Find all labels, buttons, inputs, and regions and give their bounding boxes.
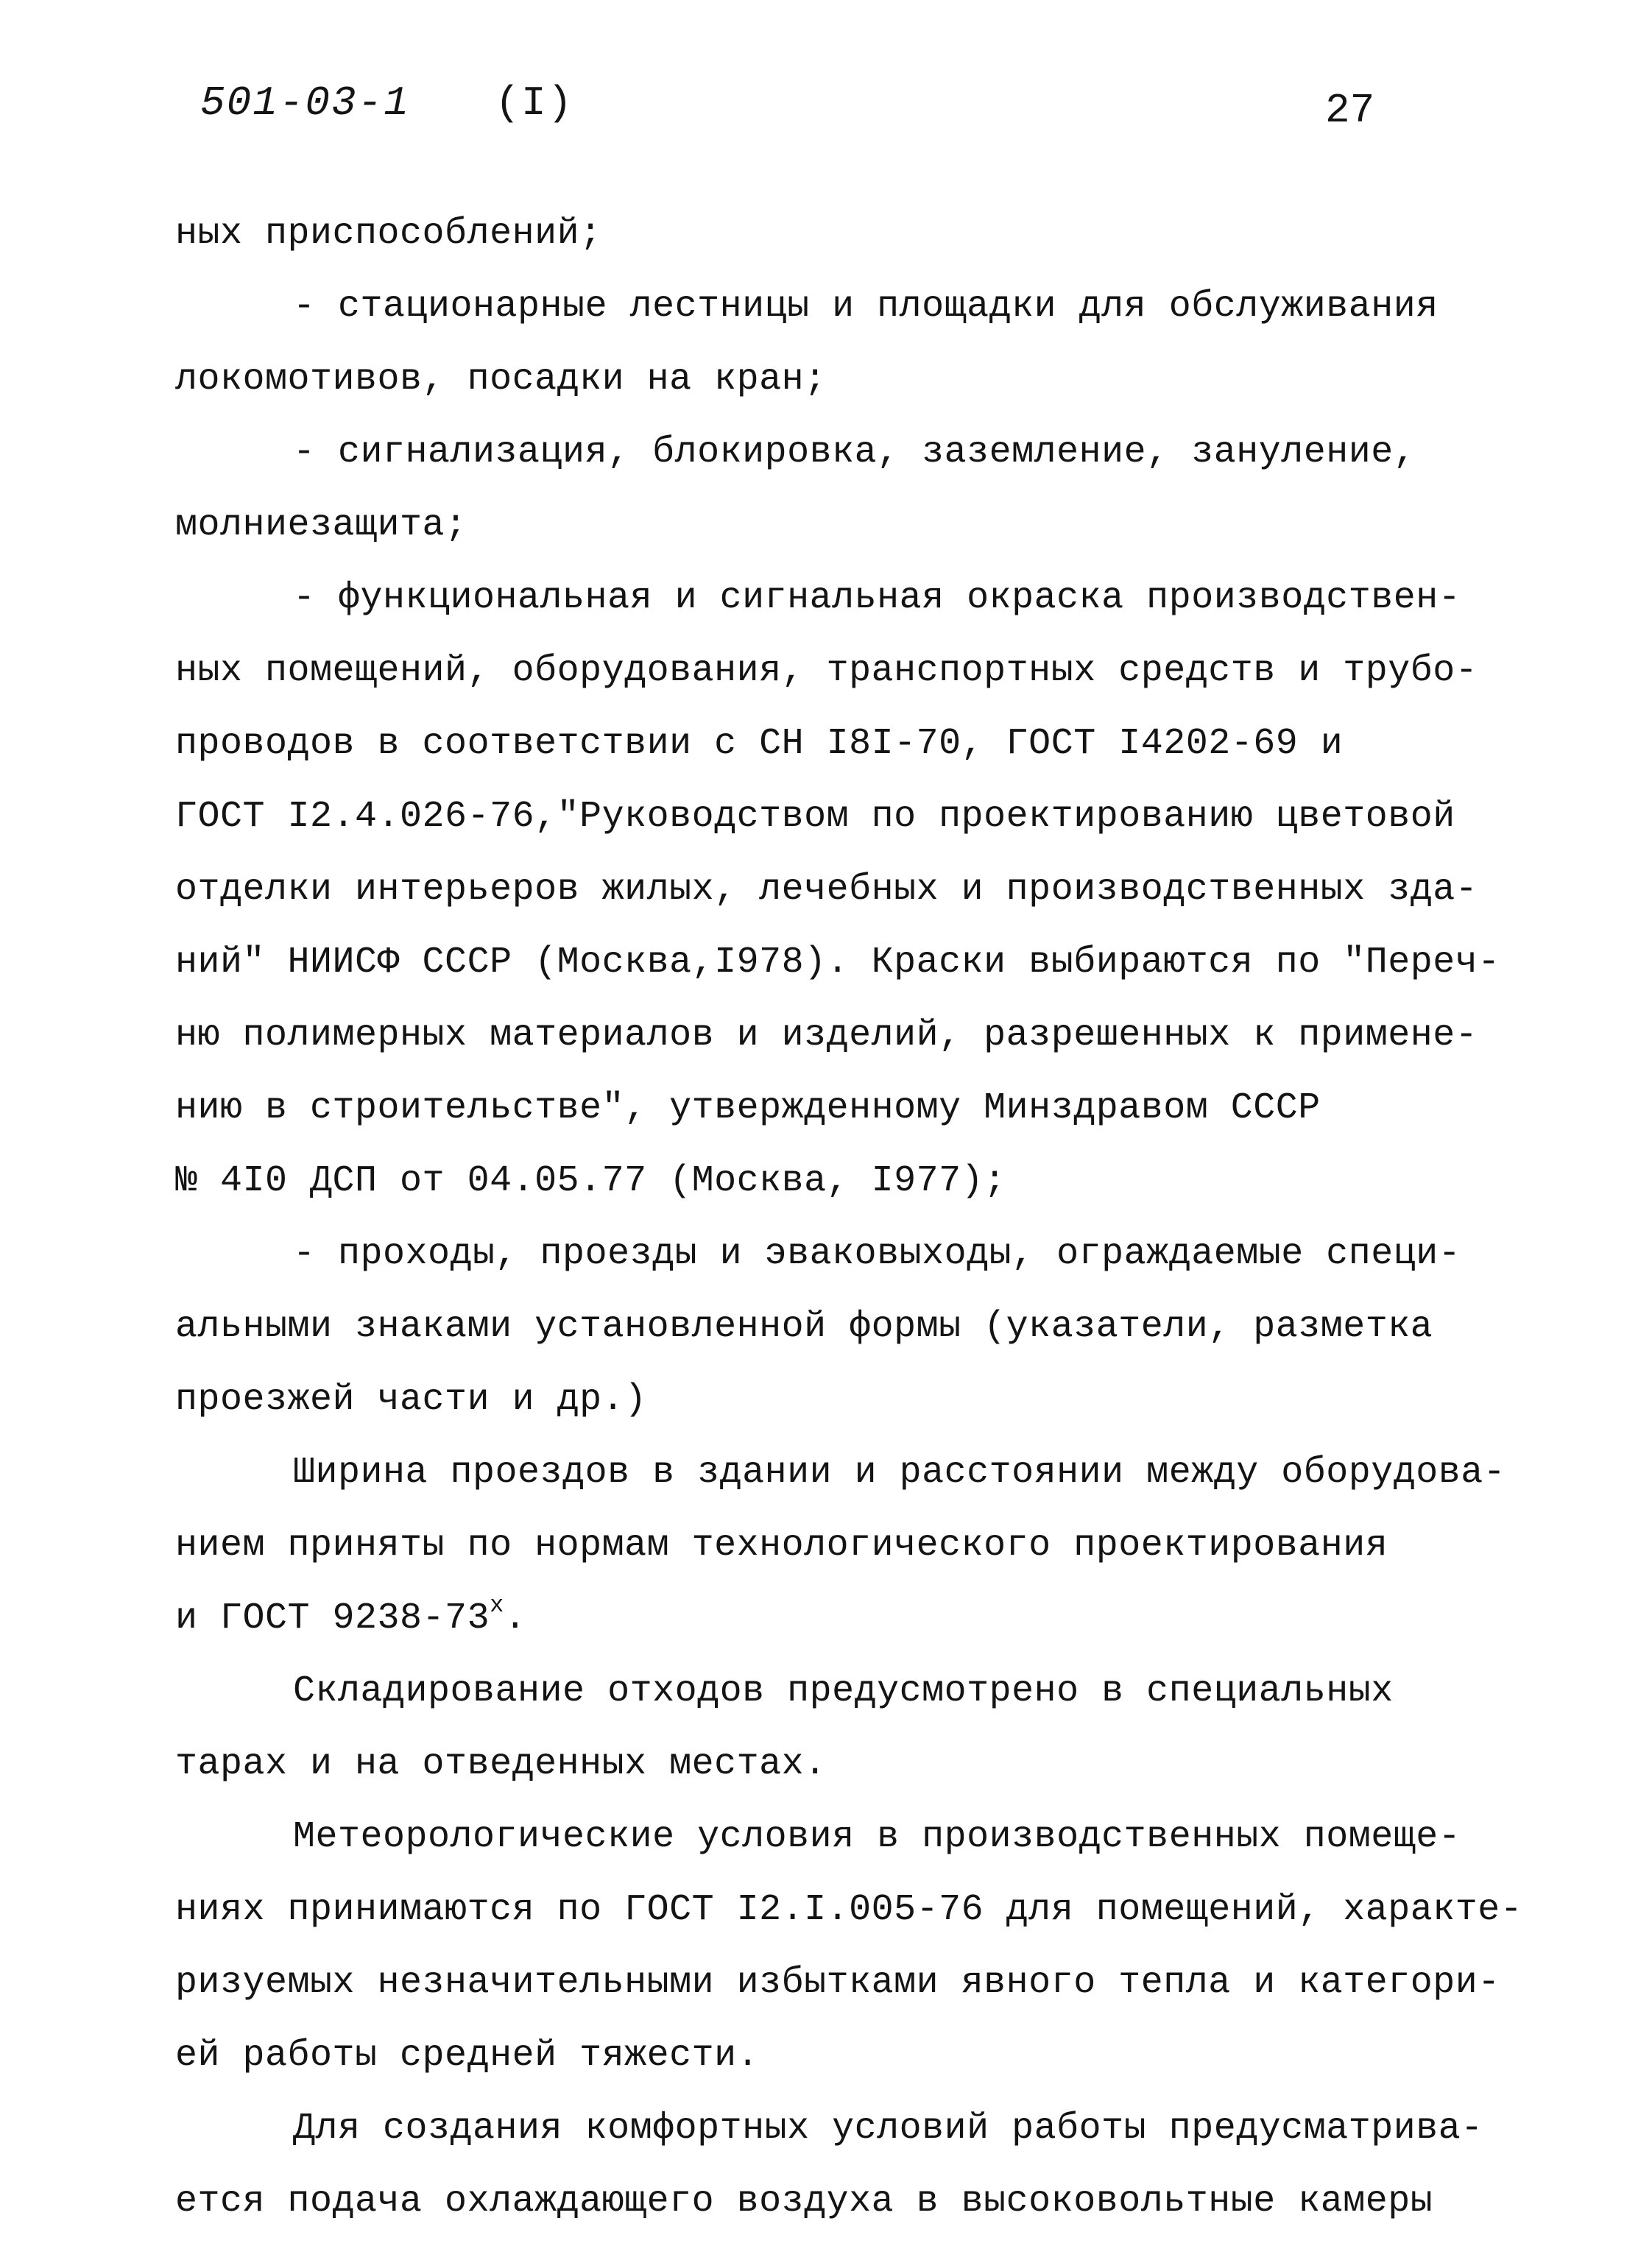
- text-line: № 4I0 ДСП от 04.05.77 (Москва, I977);: [175, 1160, 1006, 1202]
- text-line: Метеорологические условия в производственных помеще-: [293, 1816, 1461, 1858]
- text-line: - стационарные лестницы и площадки для обслуживания: [293, 286, 1439, 328]
- text-line: нию в строительстве", утвержденному Минздравом СССР: [175, 1087, 1321, 1129]
- text-line: ний" НИИСФ СССР (Москва,I978). Краски выбираются по "Переч-: [175, 942, 1500, 984]
- text-line: ных помещений, оборудования, транспортных средств и трубо-: [175, 650, 1478, 692]
- text-line: ГОСТ I2.4.026-76,"Руководством по проектированию цветовой: [175, 796, 1455, 838]
- text-line: альными знаками установленной формы (указатели, разметка: [175, 1306, 1433, 1348]
- body-text: [175, 197, 1523, 2238]
- text-line: отделки интерьеров жилых, лечебных и производственных зда-: [175, 869, 1478, 911]
- part-number: (I): [495, 80, 574, 127]
- text-line: ризуемых незначительными избытками явного тепла и категори-: [175, 1962, 1500, 2004]
- text-line: молниезащита;: [175, 504, 467, 546]
- text-line: Для создания комфортных условий работы предусматрива-: [293, 2108, 1483, 2150]
- page-number: 27: [1325, 87, 1375, 134]
- text-line: тарах и на отведенных местах.: [175, 1743, 827, 1785]
- text-line: - сигнализация, блокировка, заземление, зануление,: [293, 431, 1416, 473]
- line-end-period: .: [504, 1597, 527, 1639]
- text-line: Ширина проездов в здании и расстоянии между оборудова-: [293, 1452, 1506, 1494]
- text-line: ню полимерных материалов и изделий, разрешенных к примене-: [175, 1014, 1478, 1056]
- text-line: ей работы средней тяжести.: [175, 2035, 760, 2077]
- text-line: нием приняты по нормам технологического проектирования: [175, 1525, 1388, 1567]
- text-line: - проходы, проезды и эваковыходы, ограждаемые специ-: [293, 1233, 1461, 1275]
- text-line: проезжей части и др.): [175, 1379, 647, 1421]
- text-line: ных приспособлений;: [175, 213, 602, 255]
- text-line: локомотивов, посадки на кран;: [175, 359, 827, 400]
- document-header: [200, 80, 573, 127]
- text-line: ниях принимаются по ГОСТ I2.I.005-76 для помещений, характе-: [175, 1889, 1523, 1931]
- superscript-mark: x: [490, 1592, 504, 1619]
- text-line: проводов в соответствии с СН I8I-70, ГОСТ I4202-69 и: [175, 723, 1344, 765]
- series-code: 501-03-1: [200, 80, 410, 127]
- text-line: ется подача охлаждающего воздуха в высоковольтные камеры: [175, 2180, 1433, 2222]
- text-line: - функциональная и сигнальная окраска производствен-: [293, 577, 1461, 619]
- text-line: Складирование отходов предусмотрено в специальных: [293, 1670, 1394, 1712]
- text-line-main: и ГОСТ 9238-73: [175, 1597, 490, 1639]
- text-line-with-superscript: [175, 1582, 1515, 1655]
